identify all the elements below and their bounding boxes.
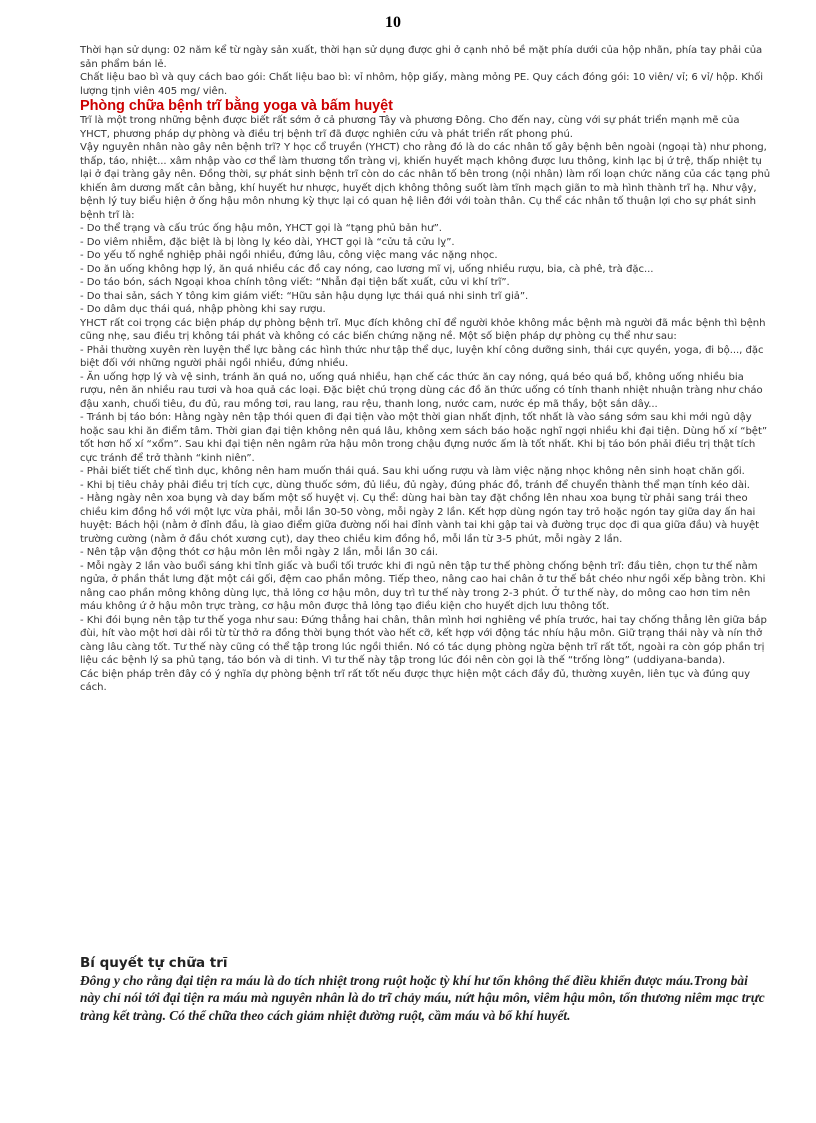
list-item: - Phải biết tiết chế tình dục, không nên ham muốn thái quá. Sau khi uống rượu và làm việc nặng nhọc không nên sinh hoạt chăn gối.: [80, 466, 745, 477]
list-item: - Mỗi ngày 2 lần vào buổi sáng khi tỉnh giấc và buổi tối trước khi đi ngủ nên tập tư thế phòng chống bệnh trĩ: đầu tiên, chọn tư thế nằm ngửa, ở phần thắt lưng đặt một cái gối, đệm cao phần mông. Tiếp theo, nâng cao hai chân ở tư thế bắt chéo như ngồi xếp bằng tròn. Khi nâng cao phần mông không dùng lực, thả lỏng cơ hậu môn, duy trì tư thế này trong 2-3 phút. Ở tư thế này, do mông cao hơn tim nên máu không ứ ở hậu môn trực tràng, cơ hậu môn được thả lỏng tạo điều kiện cho huyết dịch lưu thông tốt.: [80, 560, 766, 612]
list-item: - Ăn uống hợp lý và vệ sinh, tránh ăn quá no, uống quá nhiều, hạn chế các thức ăn cay nóng, quá béo quá bổ, không uống nhiều bia rượu, nên ăn nhiều rau tươi và hoa quả các loại. Đặc biệt chú trọng dùng các đồ ăn thức uống có tính thanh nhiệt nhuận tràng như cháo đậu xanh, chuối tiêu, đu đủ, rau mồng tơi, rau lang, rau rệu, thanh long, nước cam, nước ép mã thầy, bột sắn dây...: [80, 371, 763, 410]
list-item: - Do viêm nhiễm, đặc biệt là bị lòng lỵ kéo dài, YHCT gọi là “cửu tả cửu lỵ”.: [80, 236, 455, 248]
body-paragraph: Vậy nguyên nhân nào gây nên bệnh trĩ? Y học cổ truyền (YHCT) cho rằng đó là do các nhân tố gây bệnh bên ngoài (ngoại tà) như phong, thấp, táo, nhiệt... xâm nhập vào cơ thể làm thương tổn tràng vị, khiến huyết mạch không được lưu thông, kinh lạc bị ứ trệ, thấp nhiệt tụ lại ở đại tràng gây nên. Đồng thời, sự phát sinh bệnh trĩ còn do các nhân tố bên trong (nội nhân) làm rối loạn chức năng của các tạng phủ khiến âm dương mất cân bằng, khí huyết hư nhược, huyết dịch không thông suốt làm tĩnh mạch giãn to mà hình thành trĩ hạ. Như vậy, bệnh lý tuy biểu hiện ở ống hậu môn nhưng kỳ thực lại có quan hệ liên đới với toàn thân. Cụ thể các nhân tố thuận lợi cho sự phát sinh bệnh trĩ là:: [80, 142, 771, 221]
list-item: - Nên tập vận động thót cơ hậu môn lên mỗi ngày 2 lần, mỗi lần 30 cái.: [80, 547, 438, 558]
list-item: - Hằng ngày nên xoa bụng và day bấm một số huyệt vị. Cụ thể: dùng hai bàn tay đặt chồng lên nhau xoa bụng từ phải sang trái theo chiều kim đồng hồ với một lực vừa phải, mỗi lần 30-50 vòng, mỗi ngày 2 lần. Kết hợp dùng ngón tay trỏ hoặc ngón tay giữa day ấn hai huyệt: Bách hội (nằm ở đỉnh đầu, là giao điểm giữa đường nối hai đỉnh vành tai khi gập tai và đường trục dọc đi qua giữa đầu) và huyệt trường cường (nằm ở đầu chót xương cụt), day theo chiều kim đồng hồ, mỗi lần từ 3-5 phút, mỗi ngày 2 lần.: [80, 493, 760, 545]
list-item: - Do ăn uống không hợp lý, ăn quá nhiều các đồ cay nóng, cao lương mĩ vị, uống nhiều rượu, bia, cà phê, trà đặc...: [80, 263, 654, 275]
section-lead-paragraph: Đông y cho rằng đại tiện ra máu là do tích nhiệt trong ruột hoặc tỳ khí hư tổn không thể điều khiển được máu.Trong bài này chỉ nói tới đại tiện ra máu mà nguyên nhân là do trĩ chảy máu, nứt hậu môn, viêm hậu môn, tổn thương niêm mạc trực tràng kết tràng. Có thể chữa theo cách giảm nhiệt đường ruột, cầm máu và bổ khí huyết.: [80, 973, 765, 1023]
list-item: - Khi đói bụng nên tập tư thế yoga như sau: Đứng thẳng hai chân, thân mình hơi nghiêng về phía trước, hai tay chống thẳng lên giữa bắp đùi, hít vào một hơi dài rồi từ từ thở ra đồng thời bụng thót vào hết cỡ, kết hợp với động tác nhíu hậu môn. Giữ trạng thái này và nín thở càng lâu càng tốt. Tư thế này cũng có thể tập trong lúc ngồi thiền. Nó có tác dụng phòng ngừa bệnh trĩ rất tốt, ngoài ra còn góp phần trị liệu các bệnh lý sa phủ tạng, táo bón và di tinh. Vì tư thế này tập trong lúc đói nên còn gọi là thế “trống lòng” (uddiyana-banda).: [80, 614, 767, 666]
list-item: - Do dâm dục thái quá, nhập phòng khi say rượu.: [80, 304, 326, 315]
list-item: - Do thai sản, sách Y tông kim giám viết: “Hữu sản hậu dụng lực thái quá nhi sinh trĩ giả”.: [80, 290, 529, 302]
page-number: 10: [385, 14, 401, 31]
body-paragraph: Trĩ là một trong những bệnh được biết rất sớm ở cả phương Tây và phương Đông. Cho đến nay, cùng với sự phát triển mạnh mẽ của YHCT, phương pháp dự phòng và điều trị bệnh trĩ đã được nghiên cứu và phát triển rất phong phú.: [80, 115, 740, 140]
intro-paragraph: Chất liệu bao bì và quy cách bao gói: Chất liệu bao bì: vỉ nhôm, hộp giấy, màng mỏng PE. Quy cách đóng gói: 10 viên/ vỉ; 6 vỉ/ hộp. Khối lượng tịnh viên 405 mg/ viên.: [80, 72, 764, 97]
body-paragraph: YHCT rất coi trọng các biện pháp dự phòng bệnh trĩ. Mục đích không chỉ để người khỏe không mắc bệnh mà người đã mắc bệnh thì bệnh cũng nhẹ, sau điều trị không tái phát và không có các biến chứng nặng nề. Một số biện pháp dự phòng cụ thể như sau:: [80, 317, 766, 342]
self-treatment-section: [80, 955, 771, 1024]
list-item: - Do thể trạng và cấu trúc ống hậu môn, YHCT gọi là “tạng phủ bản hư”.: [80, 223, 442, 234]
list-item: - Tránh bị táo bón: Hằng ngày nên tập thói quen đi đại tiện vào một thời gian nhất định, tốt nhất là vào sáng sớm sau khi mới ngủ dậy hoặc sau khi ăn điểm tâm. Thời gian đại tiện không nên quá lâu, không xem sách báo hoặc nghĩ ngợi nhiều khi đại tiện. Dùng hố xí “bệt” tốt hơn hố xí “xổm”. Sau khi đại tiện nên ngâm rửa hậu môn trong chậu đựng nước ấm là tốt nhất. Khi bị táo bón phải điều trị thật tích cực tránh để trở thành “kinh niên”.: [80, 412, 768, 464]
list-item: - Do táo bón, sách Ngoại khoa chính tông viết: “Nhẫn đại tiện bất xuất, cửu vi khí trĩ”.: [80, 277, 510, 288]
list-item: - Phải thường xuyên rèn luyện thể lực bằng các hình thức như tập thể dục, luyện khí công dưỡng sinh, thái cực quyền, yoga, đi bộ..., đặc biệt đối với những người phải ngồi nhiều, đứng nhiều.: [80, 344, 764, 369]
section-title-self-treatment: Bí quyết tự chữa trĩ: [80, 955, 228, 971]
body-paragraph: Các biện pháp trên đây có ý nghĩa dự phòng bệnh trĩ rất tốt nếu được thực hiện một cách đầy đủ, thường xuyên, liên tục và đúng quy cách.: [80, 668, 751, 693]
list-item: - Khi bị tiêu chảy phải điều trị tích cực, dùng thuốc sớm, đủ liều, đủ ngày, đúng phác đồ, tránh để chuyển thành thể mạn tính kéo dài.: [80, 479, 750, 491]
section-title-yoga-acupressure: Phòng chữa bệnh trĩ bằng yoga và bấm huyệt: [80, 98, 393, 114]
article-body: [80, 44, 771, 695]
intro-paragraph: Thời hạn sử dụng: 02 năm kể từ ngày sản xuất, thời hạn sử dụng được ghi ở cạnh nhỏ bề mặt phía dưới của hộp nhãn, phía tay phải của sản phẩm bán lẻ.: [80, 45, 763, 70]
list-item: - Do yếu tố nghề nghiệp phải ngồi nhiều, đứng lâu, công việc mang vác nặng nhọc.: [80, 250, 498, 261]
